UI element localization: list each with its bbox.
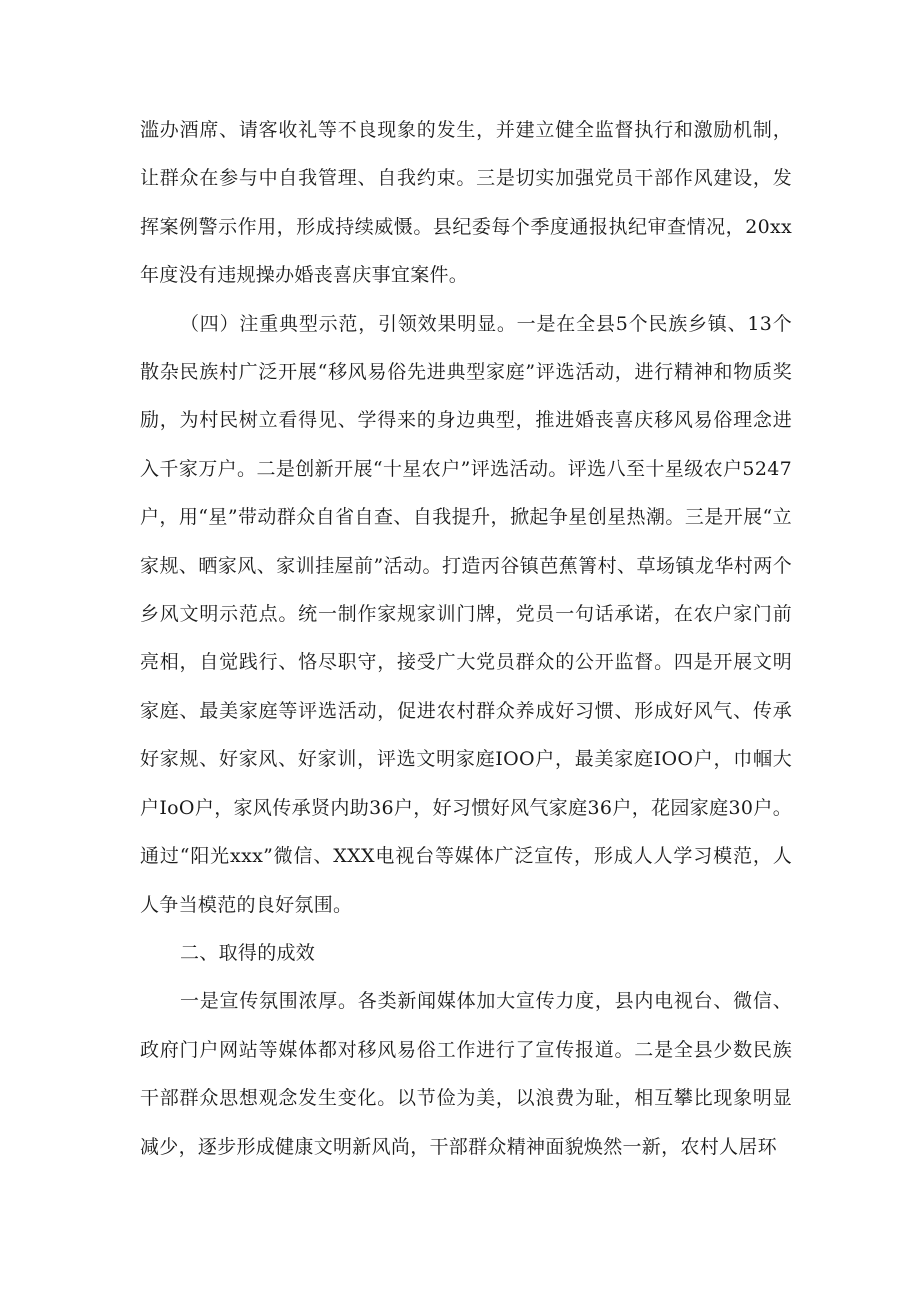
section-heading-achievements: 二、取得的成效 [180,941,316,964]
paragraph-achievements: 一是宣传氛围浓厚。各类新闻媒体加大宣传力度，县内电视台、微信、政府门户网站等媒体都对移风易俗工作进行了宣传报道。二是全县少数民族干部群众思想观念发生变化。以节俭为美，以浪费为耻，相互攀比现象明显减少，逐步形成健康文明新风尚，干部群众精神面貌焕然一新，农村人居环 [140,990,792,1158]
document-body [140,106,792,1171]
paragraph-typical-demonstration: （四）注重典型示范，引领效果明显。一是在全县5个民族乡镇、13个散杂民族村广泛开展“移风易俗先进典型家庭”评选活动，进行精神和物质奖励，为村民树立看得见、学得来的身边典型，推进婚丧喜庆移风易俗理念进入千家万户。二是创新开展“十星农户”评选活动。评选八至十星级农户5247户，用“星”带动群众自省自查、自我提升，掀起争星创星热潮。三是开展“立家规、晒家风、家训挂屋前”活动。打造丙谷镇芭蕉箐村、草场镇龙华村两个乡风文明示范点。统一制作家规家训门牌，党员一句话承诺，在农户家门前亮相，自觉践行、恪尽职守，接受广大党员群众的公开监督。四是开展文明家庭、最美家庭等评选活动，促进农村群众养成好习惯、形成好风气、传承好家规、好家风、好家训，评选文明家庭IOO户，最美家庭IOO户，巾帼大户IoO户，家风传承贤内助36户，好习惯好风气家庭36户，花园家庭30户。通过“阳光xxx”微信、XXX电视台等媒体广泛宣传，形成人人学习模范，人人争当模范的良好氛围。 [140,312,792,916]
paragraph-continuation: 滥办酒席、请客收礼等不良现象的发生，并建立健全监督执行和激励机制，让群众在参与中自我管理、自我约束。三是切实加强党员干部作风建设，发挥案例警示作用，形成持续威慑。县纪委每个季度通报执纪审查情况，20xx年度没有违规操办婚丧喜庆事宜案件。 [140,119,792,287]
